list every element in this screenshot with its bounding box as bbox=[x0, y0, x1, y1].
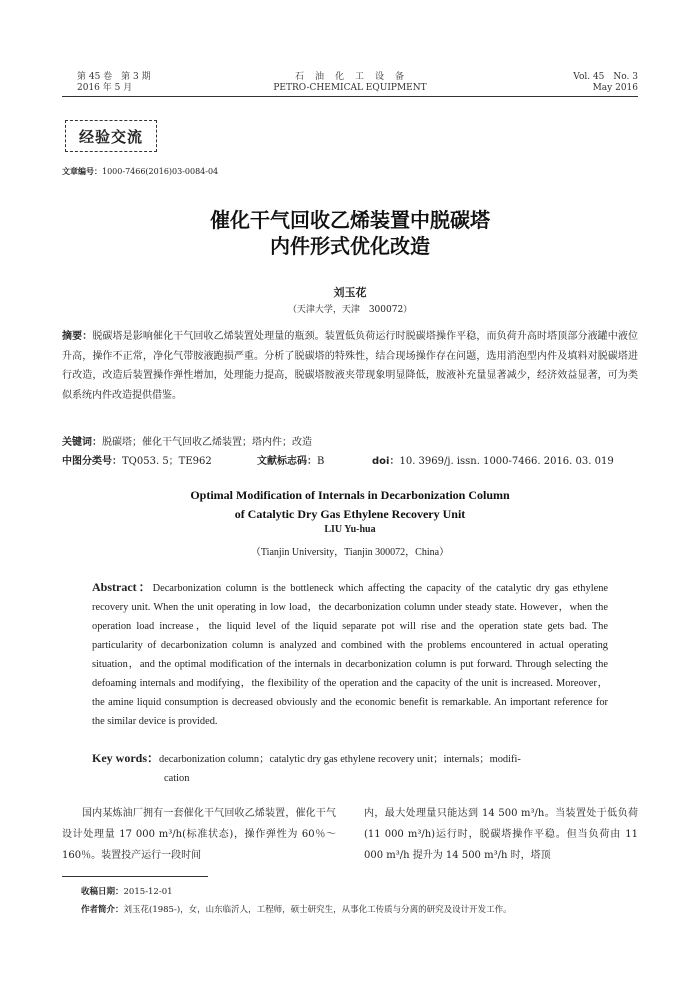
doc-code-label: 文献标志码： bbox=[257, 456, 317, 467]
author-en: LIU Yu-hua bbox=[324, 524, 376, 535]
date-en: May 2016 bbox=[592, 83, 638, 93]
keywords-cn-text: 脱碳塔；催化干气回收乙烯装置；塔内件；改造 bbox=[102, 437, 312, 448]
abstract-en-label: Abstract： bbox=[92, 580, 153, 594]
received-value: 2015-12-01 bbox=[123, 887, 173, 897]
title-cn-line1: 催化干气回收乙烯装置中脱碳塔 bbox=[210, 208, 490, 232]
abstract-cn bbox=[62, 327, 638, 405]
article-number-value: 1000-7466(2016)03-0084-04 bbox=[102, 167, 219, 176]
clc-value: TQ053. 5；TE962 bbox=[122, 456, 212, 467]
keywords-en bbox=[92, 749, 608, 788]
volume-issue-cn: 第 45 卷 第 3 期 bbox=[77, 72, 151, 82]
abstract-cn-text: 脱碳塔是影响催化干气回收乙烯装置处理量的瓶颈。装置低负荷运行时脱碳塔操作平稳，而负荷升高时塔顶部分液罐中液位升高，操作不正常，净化气带胺液跑损严重。分析了脱碳塔的特殊性，结合现场操作存在问题，选用消泡型内件及填料对脱碳塔进行改造，改造后装置操作弹性增加，处理能力提高，脱碳塔胺液夹带现象明显降低，胺液补充量显著减少，经济效益显著，可为类似系统内件改造提供借鉴。 bbox=[62, 331, 639, 401]
received-label: 收稿日期： bbox=[81, 887, 124, 897]
header-divider bbox=[62, 96, 638, 97]
author-cn: 刘玉花 bbox=[333, 286, 367, 299]
journal-volume-en bbox=[573, 72, 638, 94]
body-left-column: 国内某炼油厂拥有一套催化干气回收乙烯装置，催化干气设计处理量 17 000 m³/h(标准状态)，操作弹性为 60％～160％。装置投产运行一段时间 bbox=[62, 808, 336, 861]
author-bio-label: 作者简介： bbox=[81, 905, 124, 915]
footnote-divider bbox=[62, 876, 208, 877]
footnote-author-bio bbox=[81, 904, 512, 917]
title-en-line1: Optimal Modification of Internals in Decarbonization Column bbox=[190, 488, 510, 502]
title-en bbox=[0, 486, 700, 524]
body-right-column: 内，最大处理量只能达到 14 500 m³/h。当装置处于低负荷(11 000 m³/h)运行时，脱碳塔操作平稳。但当负荷由 11 000 m³/h 提升为 14 500 m³/h 时，塔顶 bbox=[364, 808, 638, 861]
article-number-label: 文章编号： bbox=[62, 167, 102, 176]
keywords-cn bbox=[62, 433, 638, 448]
footnote-received bbox=[81, 886, 173, 899]
date-cn: 2016 年 5 月 bbox=[77, 83, 133, 93]
section-label-box bbox=[65, 120, 157, 152]
abstract-en-text: Decarbonization column is the bottleneck which affecting the capacity of the catalytic dry gas ethylene recovery unit. When the unit operating in low load，the decarbonization column under steady state. However，when the operation load increase，the liquid level of the liquid separate pot will rise and the operation state gets bad. The particularity of decarbonization column is analyzed and combined with the problems encountered in actual operating situation，and the optimal modification of the internals in decarbonization column is put forward. Through selecting the defoaming internals and modifying，the flexibility of the operation and the capacity of the unit is increased. Moreover，the amine liquid consumption is decreased obviously and the economic benefit is remarkable. An important reference for the similar device is provided. bbox=[92, 583, 608, 727]
keywords-en-label: Key words： bbox=[92, 751, 159, 765]
title-cn-line2: 内件形式优化改造 bbox=[270, 234, 430, 258]
doc-code-value: B bbox=[317, 456, 325, 467]
journal-name-cn: 石 油 化 工 设 备 bbox=[294, 72, 405, 82]
abstract-cn-label: 摘要： bbox=[62, 331, 93, 342]
section-label: 经验交流 bbox=[78, 127, 143, 146]
keywords-en-continuation: cation bbox=[164, 773, 190, 784]
volume-issue-en: Vol. 45 No. 3 bbox=[573, 72, 638, 82]
abstract-en bbox=[92, 578, 608, 731]
keywords-en-text: decarbonization column；catalytic dry gas ethylene recovery unit；internals；modifi- bbox=[159, 754, 521, 765]
clc-label: 中图分类号： bbox=[62, 456, 122, 467]
affiliation-cn: （天津大学，天津 300072） bbox=[287, 305, 413, 315]
doi-label: doi： bbox=[372, 456, 400, 467]
keywords-cn-label: 关键词： bbox=[62, 437, 102, 448]
title-cn bbox=[0, 207, 700, 259]
affiliation-en: （Tianjin University，Tianjin 300072，China） bbox=[250, 547, 450, 558]
author-bio-value: 刘玉花(1985-)，女，山东临沂人，工程师，硕士研究生，从事化工传质与分离的研究及设计开发工作。 bbox=[123, 905, 512, 915]
classification-line bbox=[62, 452, 638, 467]
article-number bbox=[62, 166, 218, 177]
doi-value: 10. 3969/j. issn. 1000-7466. 2016. 03. 019 bbox=[399, 456, 614, 467]
journal-name-en: PETRO-CHEMICAL EQUIPMENT bbox=[273, 83, 427, 93]
title-en-line2: of Catalytic Dry Gas Ethylene Recovery Unit bbox=[234, 507, 466, 521]
